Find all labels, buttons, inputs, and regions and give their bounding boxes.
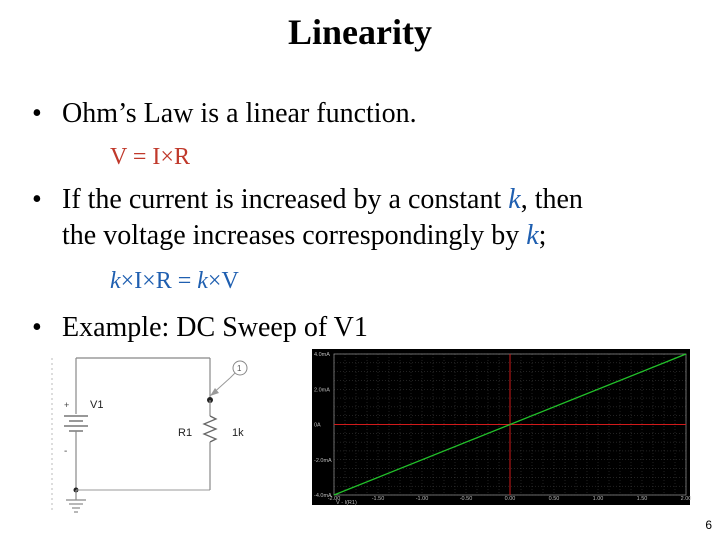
- source-name-label: V1: [90, 399, 104, 411]
- text-segment: ;: [538, 220, 547, 251]
- resistor-icon: [204, 416, 216, 442]
- bullet-text-1: [62, 184, 583, 215]
- circuit-schematic: [50, 350, 320, 525]
- bullet-marker: •: [32, 312, 42, 343]
- bullet-example: [32, 310, 368, 346]
- resistor-value-label: 1k: [232, 427, 244, 439]
- text-segment: ×V: [207, 268, 239, 294]
- equation-ohms-law: V = I×R: [110, 144, 190, 170]
- bullet-text: Example: DC Sweep of V1: [62, 312, 368, 343]
- resistor-name-label: R1: [178, 427, 193, 439]
- text-segment: the voltage increases correspondingly by: [62, 220, 527, 251]
- x-tick-label: -2.00: [327, 496, 341, 502]
- text-segment: ×I×R =: [120, 268, 198, 294]
- x-tick-label: 2.00: [680, 496, 692, 502]
- slide-title: Linearity: [288, 12, 432, 52]
- bullet-marker: •: [32, 184, 42, 215]
- x-tick-label: -1.00: [415, 496, 429, 502]
- bullet-ohms-law: [32, 96, 417, 132]
- x-axis-label: V - I(R1): [336, 500, 357, 506]
- y-tick-label: -2.0mA: [314, 457, 332, 464]
- text-segment: , then: [520, 184, 583, 215]
- y-tick-label: -4.0mA: [314, 493, 332, 499]
- x-tick-label: -1.50: [371, 496, 385, 502]
- battery-icon: [64, 416, 88, 431]
- source-minus-label: -: [64, 446, 68, 457]
- bullet-text: Ohm’s Law is a linear function.: [62, 98, 417, 129]
- constant-k: k: [526, 220, 539, 251]
- page-number: 6: [705, 518, 712, 532]
- bullet-text-2: [32, 218, 583, 254]
- x-tick-label: 1.00: [592, 496, 604, 502]
- constant-k: k: [197, 268, 208, 294]
- constant-k: k: [508, 184, 521, 215]
- ground-icon: [66, 490, 86, 512]
- source-plus-label: +: [64, 400, 70, 410]
- x-tick-label: 0.50: [548, 496, 560, 502]
- text-segment: If the current is increased by a constant: [62, 184, 509, 215]
- probe-label: 1: [237, 364, 242, 373]
- x-tick-labels: [328, 496, 692, 502]
- equation-scaled: [110, 266, 239, 296]
- x-tick-label: -0.50: [459, 496, 473, 502]
- x-tick-label: 1.50: [636, 496, 648, 502]
- y-tick-label: 4.0mA: [314, 352, 330, 358]
- constant-k: k: [110, 268, 121, 294]
- y-tick-label: 0A: [314, 422, 321, 429]
- x-tick-label: 0.00: [504, 496, 516, 502]
- dc-sweep-chart: [312, 349, 690, 505]
- y-tick-label: 2.0mA: [314, 387, 330, 394]
- bullet-marker: •: [32, 98, 42, 129]
- bullet-constant-k: [32, 182, 583, 254]
